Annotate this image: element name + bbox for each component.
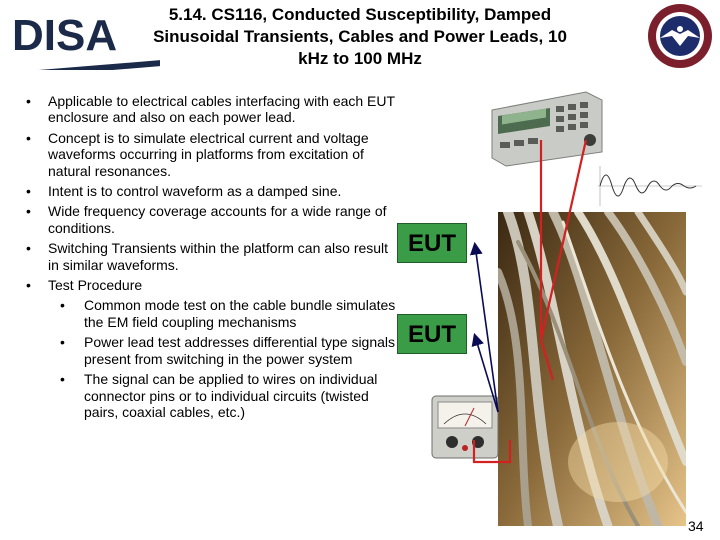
title-line-2: Sinusoidal Transients, Cables and Power Leads, 10 [153,27,567,46]
bullet-list [26,93,398,424]
eut-box-2: EUT [397,314,467,354]
bullet-item: • Wide frequency coverage accounts for a wide range of conditions. [26,203,398,236]
bullet-item: • Switching Transients within the platform can also result in similar waveforms. [26,240,398,273]
bullet-item: • Applicable to electrical cables interfacing with each EUT enclosure and also on each power lead. [26,93,398,126]
eut-box-1: EUT [397,223,467,263]
page-number: 34 [688,518,704,534]
signal-generator-image [486,88,604,168]
bullet-item: • Concept is to simulate electrical current and voltage waveforms occurring in platforms from excitation of natural resonances. [26,130,398,179]
bullet-item: • Intent is to control waveform as a damped sine. [26,183,398,199]
title-line-1: 5.14. CS116, Conducted Susceptibility, Damped [168,5,552,24]
sub-bullet-item: • Common mode test on the cable bundle simulates the EM field coupling mechanisms [26,297,398,330]
sub-bullet-item: • Power lead test addresses differential type signals present from switching in the power system [26,334,398,367]
damped-sine-waveform-image [596,164,704,208]
logo-text: DISA [12,11,118,60]
cable-bundle-photo [498,212,686,526]
title-line-3: kHz to 100 MHz [298,49,422,68]
slide-title [130,4,590,70]
bullet-item: • Test Procedure [26,277,398,293]
analog-meter-image [430,392,500,462]
connection-arrow [475,245,498,412]
disa-seal-icon [646,2,714,70]
sub-bullet-item: • The signal can be applied to wires on individual connector pins or to individual circuits (twisted pairs, coaxial cables, etc.) [26,371,398,420]
